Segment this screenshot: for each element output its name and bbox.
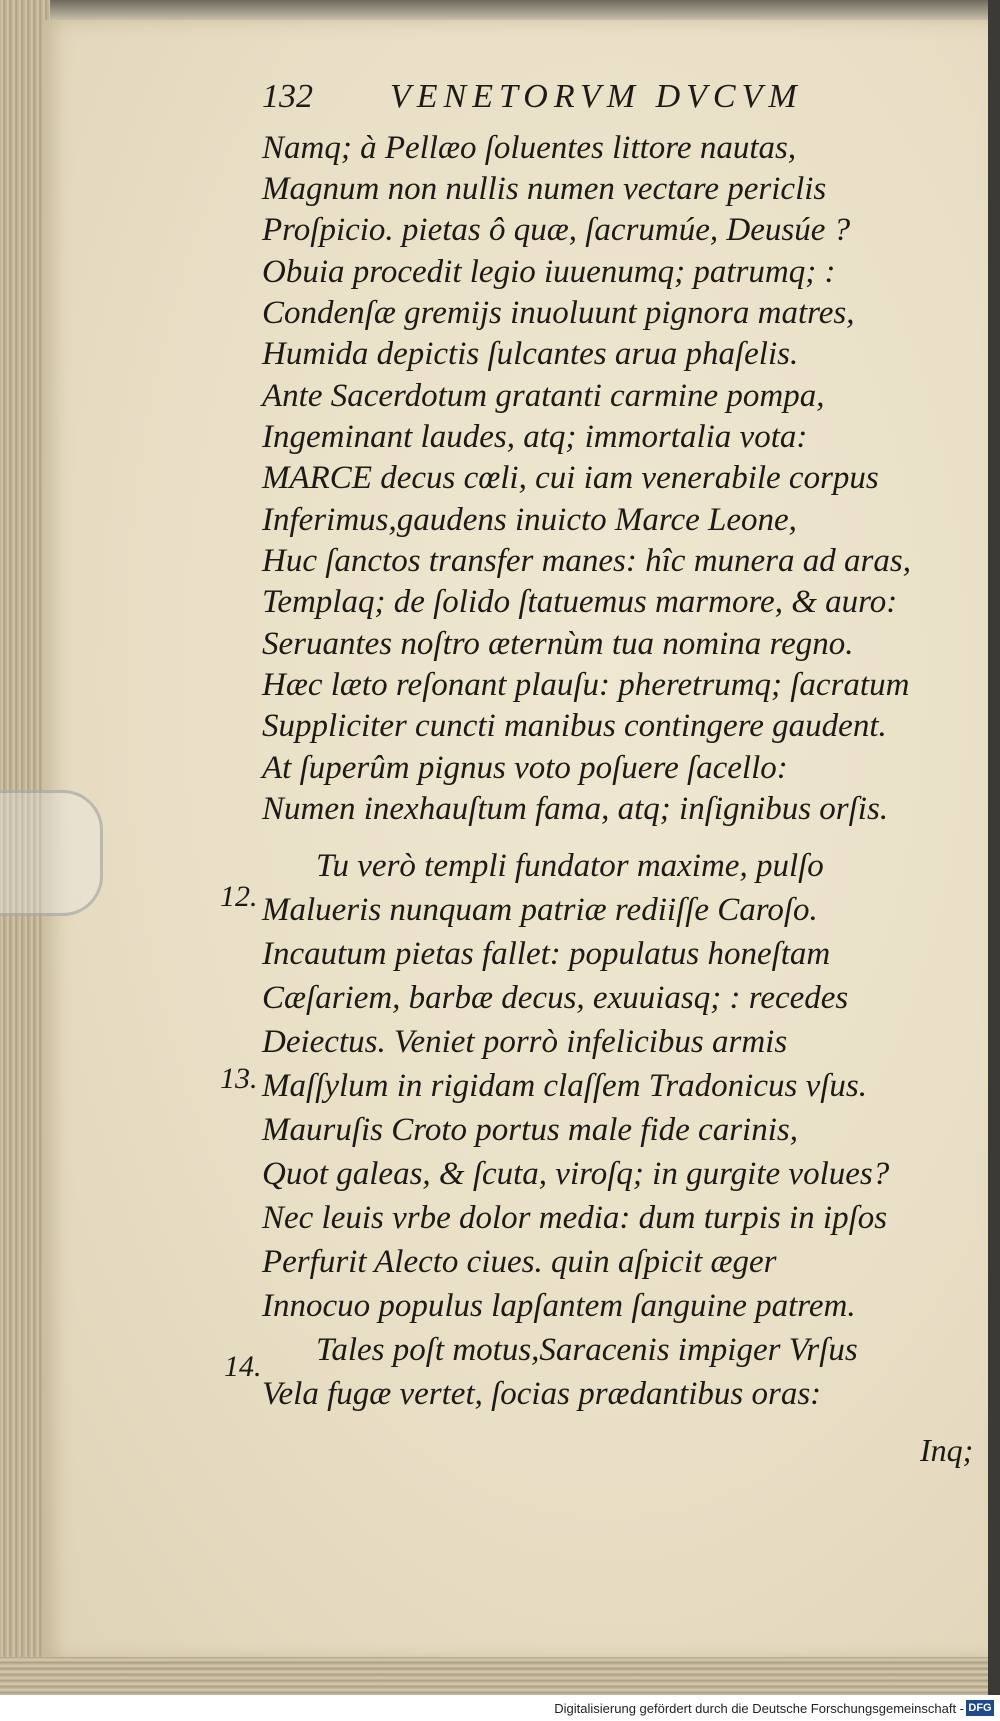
verse-line: Cæſariem, barbæ decus, exuuiasq; : recedes: [262, 980, 849, 1016]
verse-line: Deiectus. Veniet porrò infelicibus armis: [262, 1024, 788, 1060]
verse-line: Proſpicio. pietas ô quæ, ſacrumúe, Deusúe ?: [262, 212, 851, 248]
page-number: 132: [262, 78, 313, 115]
running-title: VENETORVM DVCVM: [390, 78, 803, 115]
verse-line: Magnum non nullis numen vectare periclis: [262, 171, 827, 207]
catchword: Inq;: [920, 1432, 974, 1468]
verse-line: Humida depictis ſulcantes arua phaſelis.: [262, 336, 799, 372]
verse-line: Incautum pietas fallet: populatus honeſtam: [262, 936, 831, 972]
verse-line: Mauruſis Croto portus male fide carinis,: [262, 1112, 798, 1148]
verse-line: Condenſæ gremijs inuoluunt pignora matres,: [262, 295, 855, 331]
digitization-footer: [0, 1695, 1000, 1721]
verse-line: Obuia procedit legio iuuenumq; patrumq; :: [262, 254, 836, 290]
footer-credit: Digitalisierung gefördert durch die Deutsche Forschungsgemeinschaft -: [554, 1701, 964, 1716]
dfg-logo-icon: DFG: [966, 1700, 994, 1716]
verse-line: Namq; à Pellæo ſoluentes littore nautas,: [262, 130, 797, 166]
marginal-number: 13.: [220, 1062, 258, 1095]
verse-line: Templaq; de ſolido ſtatuemus marmore, & auro:: [262, 584, 898, 620]
verse-line: Quot galeas, & ſcuta, viroſq; in gurgite volues?: [262, 1156, 890, 1192]
verse-line: Ante Sacerdotum gratanti carmine pompa,: [262, 378, 825, 414]
verse-line: Innocuo populus lapſantem ſanguine patrem.: [262, 1288, 856, 1324]
verse-line: Perfurit Alecto ciues. quin aſpicit æger: [262, 1244, 777, 1280]
verse-line: Maſſylum in rigidam claſſem Tradonicus vſus.: [262, 1068, 867, 1104]
verse-line: Vela fugæ vertet, ſocias prædantibus oras:: [262, 1376, 822, 1412]
verse-line: Inferimus,gaudens inuicto Marce Leone,: [262, 502, 797, 538]
verse-line: Tales poſt motus,Saracenis impiger Vrſus: [316, 1332, 858, 1368]
verse-line: Tu verò templi fundator maxime, pulſo: [316, 848, 824, 884]
book-bottom-edge: [0, 1657, 1000, 1697]
verse-line: Seruantes noſtro æternùm tua nomina regno.: [262, 626, 854, 662]
verse-line: Malueris nunquam patriæ rediiſſe Caroſo.: [262, 892, 818, 928]
marginal-number: 14.: [224, 1350, 262, 1383]
verse-line: Hæc læto reſonant plauſu: pheretrumq; ſacratum: [262, 667, 910, 703]
marginal-number: 12.: [220, 880, 258, 913]
verse-line: Nec leuis vrbe dolor media: dum turpis in ipſos: [262, 1200, 888, 1236]
verse-line: Numen inexhauſtum fama, atq; inſignibus orſis.: [262, 791, 889, 827]
verse-line: At ſuperûm pignus voto poſuere ſacello:: [262, 750, 788, 786]
verse-line: Huc ſanctos transfer manes: hîc munera ad aras,: [262, 543, 911, 579]
verse-line: MARCE decus cœli, cui iam venerabile corpus: [262, 460, 879, 496]
verse-line: Suppliciter cuncti manibus contingere gaudent.: [262, 708, 887, 744]
verse-line: Ingeminant laudes, atq; immortalia vota:: [262, 419, 808, 455]
